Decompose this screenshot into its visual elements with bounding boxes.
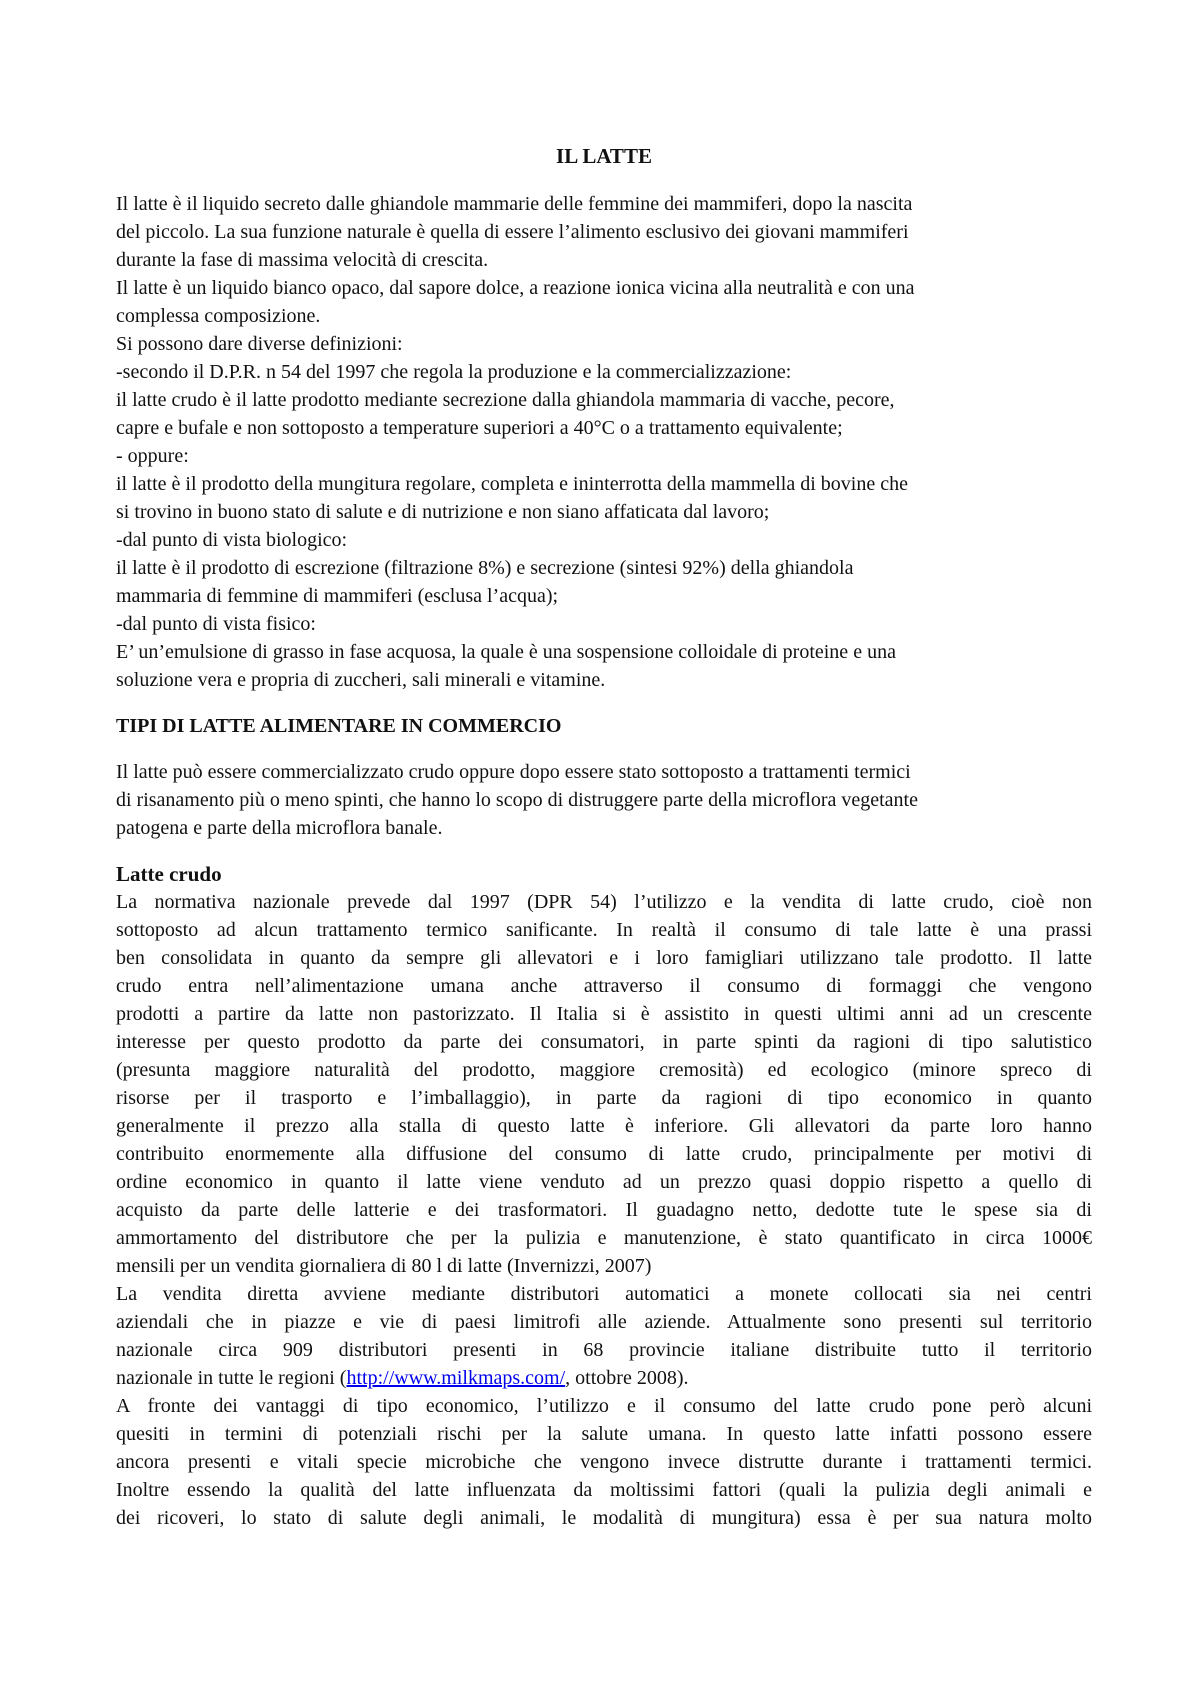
text-line: prodotti a partire da latte non pastorizzato. Il Italia si è assistito in questi ultimi anni ad un crescente xyxy=(116,1003,1092,1025)
intro-text xyxy=(116,190,1092,694)
text-line: (presunta maggiore naturalità del prodotto, maggiore cremosità) ed ecologico (minore spreco di xyxy=(116,1059,1092,1081)
text-line: il latte è il prodotto di escrezione (filtrazione 8%) e secrezione (sintesi 92%) della ghiandola xyxy=(116,557,854,579)
text-line: quesiti in termini di potenziali rischi per la salute umana. In questo latte infatti possono essere xyxy=(116,1423,1092,1445)
text-line: ordine economico in quanto il latte viene venduto ad un prezzo quasi doppio rispetto a quello di xyxy=(116,1171,1092,1193)
text-line: A fronte dei vantaggi di tipo economico, l’utilizzo e il consumo del latte crudo pone però alcuni xyxy=(116,1395,1092,1417)
text-line: ben consolidata in quanto da sempre gli allevatori e i loro famigliari utilizzano tale prodotto. Il latte xyxy=(116,947,1092,969)
text-line: -dal punto di vista fisico: xyxy=(116,613,316,635)
text-line: Si possono dare diverse definizioni: xyxy=(116,333,403,355)
document-page xyxy=(116,142,1092,1532)
document-title: IL LATTE xyxy=(556,144,652,168)
section-heading: TIPI DI LATTE ALIMENTARE IN COMMERCIO xyxy=(116,715,562,737)
text-line: ammortamento del distributore che per la pulizia e manutenzione, è stato quantificato in circa 1000€ xyxy=(116,1227,1092,1249)
section-text xyxy=(116,758,1092,842)
text-line: mensili per un vendita giornaliera di 80 l di latte (Invernizzi, 2007) xyxy=(116,1255,652,1277)
text-line: -dal punto di vista biologico: xyxy=(116,529,348,551)
text-line: La normativa nazionale prevede dal 1997 (DPR 54) l’utilizzo e la vendita di latte crudo, cioè non xyxy=(116,891,1092,913)
text-line: La vendita diretta avviene mediante distributori automatici a monete collocati sia nei centri xyxy=(116,1283,1092,1305)
text-line: si trovino in buono stato di salute e di nutrizione e non siano affaticata dal lavoro; xyxy=(116,501,770,523)
text-line: Il latte può essere commercializzato crudo oppure dopo essere stato sottoposto a trattamenti termici xyxy=(116,761,911,783)
text-line: di risanamento più o meno spinti, che hanno lo scopo di distruggere parte della microflora vegetante xyxy=(116,789,918,811)
text-line: nazionale circa 909 distributori presenti in 68 provincie italiane distribuite tutto il territorio xyxy=(116,1339,1092,1361)
paragraph-vendita-diretta xyxy=(116,1280,1092,1392)
text-line: risorse per il trasporto e l’imballaggio), in parte da ragioni di tipo economico in quanto xyxy=(116,1087,1092,1109)
text-line: crudo entra nell’alimentazione umana anche attraverso il consumo di formaggi che vengono xyxy=(116,975,1092,997)
text-line: il latte è il prodotto della mungitura regolare, completa e ininterrotta della mammella di bovine che xyxy=(116,473,908,495)
text-line: dei ricoveri, lo stato di salute degli animali, le modalità di mungitura) essa è per sua natura molto xyxy=(116,1507,1092,1529)
text-line: ancora presenti e vitali specie microbiche che vengono invece distrutte durante i trattamenti termici. xyxy=(116,1451,1092,1473)
text-line: acquisto da parte delle latterie e dei trasformatori. Il guadagno netto, dedotte tute le spese sia di xyxy=(116,1199,1092,1221)
text-line: complessa composizione. xyxy=(116,305,321,327)
text-line: generalmente il prezzo alla stalla di questo latte è inferiore. Gli allevatori da parte loro hanno xyxy=(116,1115,1092,1137)
paragraph-rischi xyxy=(116,1392,1092,1532)
text-fragment: nazionale in tutte le regioni ( xyxy=(116,1367,347,1389)
text-line: sottoposto ad alcun trattamento termico sanificante. In realtà il consumo di tale latte è una prassi xyxy=(116,919,1092,941)
text-line: aziendali che in piazze e vie di paesi limitrofi alle aziende. Attualmente sono presenti sul territorio xyxy=(116,1311,1092,1333)
text-line: - oppure: xyxy=(116,445,189,467)
text-line: soluzione vera e propria di zuccheri, sali minerali e vitamine. xyxy=(116,669,606,691)
text-line: contribuito enormemente alla diffusione del consumo di latte crudo, principalmente per motivi di xyxy=(116,1143,1092,1165)
text-line: del piccolo. La sua funzione naturale è quella di essere l’alimento esclusivo dei giovani mammiferi xyxy=(116,221,909,243)
text-line: il latte crudo è il latte prodotto mediante secrezione dalla ghiandola mammaria di vacche, pecore, xyxy=(116,389,895,411)
text-line: mammaria di femmine di mammiferi (esclusa l’acqua); xyxy=(116,585,559,607)
text-line: -secondo il D.P.R. n 54 del 1997 che regola la produzione e la commercializzazione: xyxy=(116,361,792,383)
text-line: capre e bufale e non sottoposto a temperature superiori a 40°C o a trattamento equivalente; xyxy=(116,417,843,439)
text-line: Il latte è un liquido bianco opaco, dal sapore dolce, a reazione ionica vicina alla neutralità e con una xyxy=(116,277,915,299)
paragraph-normativa xyxy=(116,888,1092,1280)
text-line: Il latte è il liquido secreto dalle ghiandole mammarie delle femmine dei mammiferi, dopo la nascita xyxy=(116,193,913,215)
text-fragment: , ottobre 2008). xyxy=(565,1367,689,1389)
text-line xyxy=(116,1364,1092,1392)
text-line: durante la fase di massima velocità di crescita. xyxy=(116,249,489,271)
text-line: Inoltre essendo la qualità del latte influenzata da moltissimi fattori (quali la pulizia degli animali e xyxy=(116,1479,1092,1501)
text-line: E’ un’emulsione di grasso in fase acquosa, la quale è una sospensione colloidale di proteine e una xyxy=(116,641,896,663)
text-line: patogena e parte della microflora banale. xyxy=(116,817,443,839)
subheading-latte-crudo: Latte crudo xyxy=(116,862,222,886)
milkmaps-link[interactable]: http://www.milkmaps.com/ xyxy=(346,1367,566,1389)
text-line: interesse per questo prodotto da parte dei consumatori, in parte spinti da ragioni di tipo salutistico xyxy=(116,1031,1092,1053)
